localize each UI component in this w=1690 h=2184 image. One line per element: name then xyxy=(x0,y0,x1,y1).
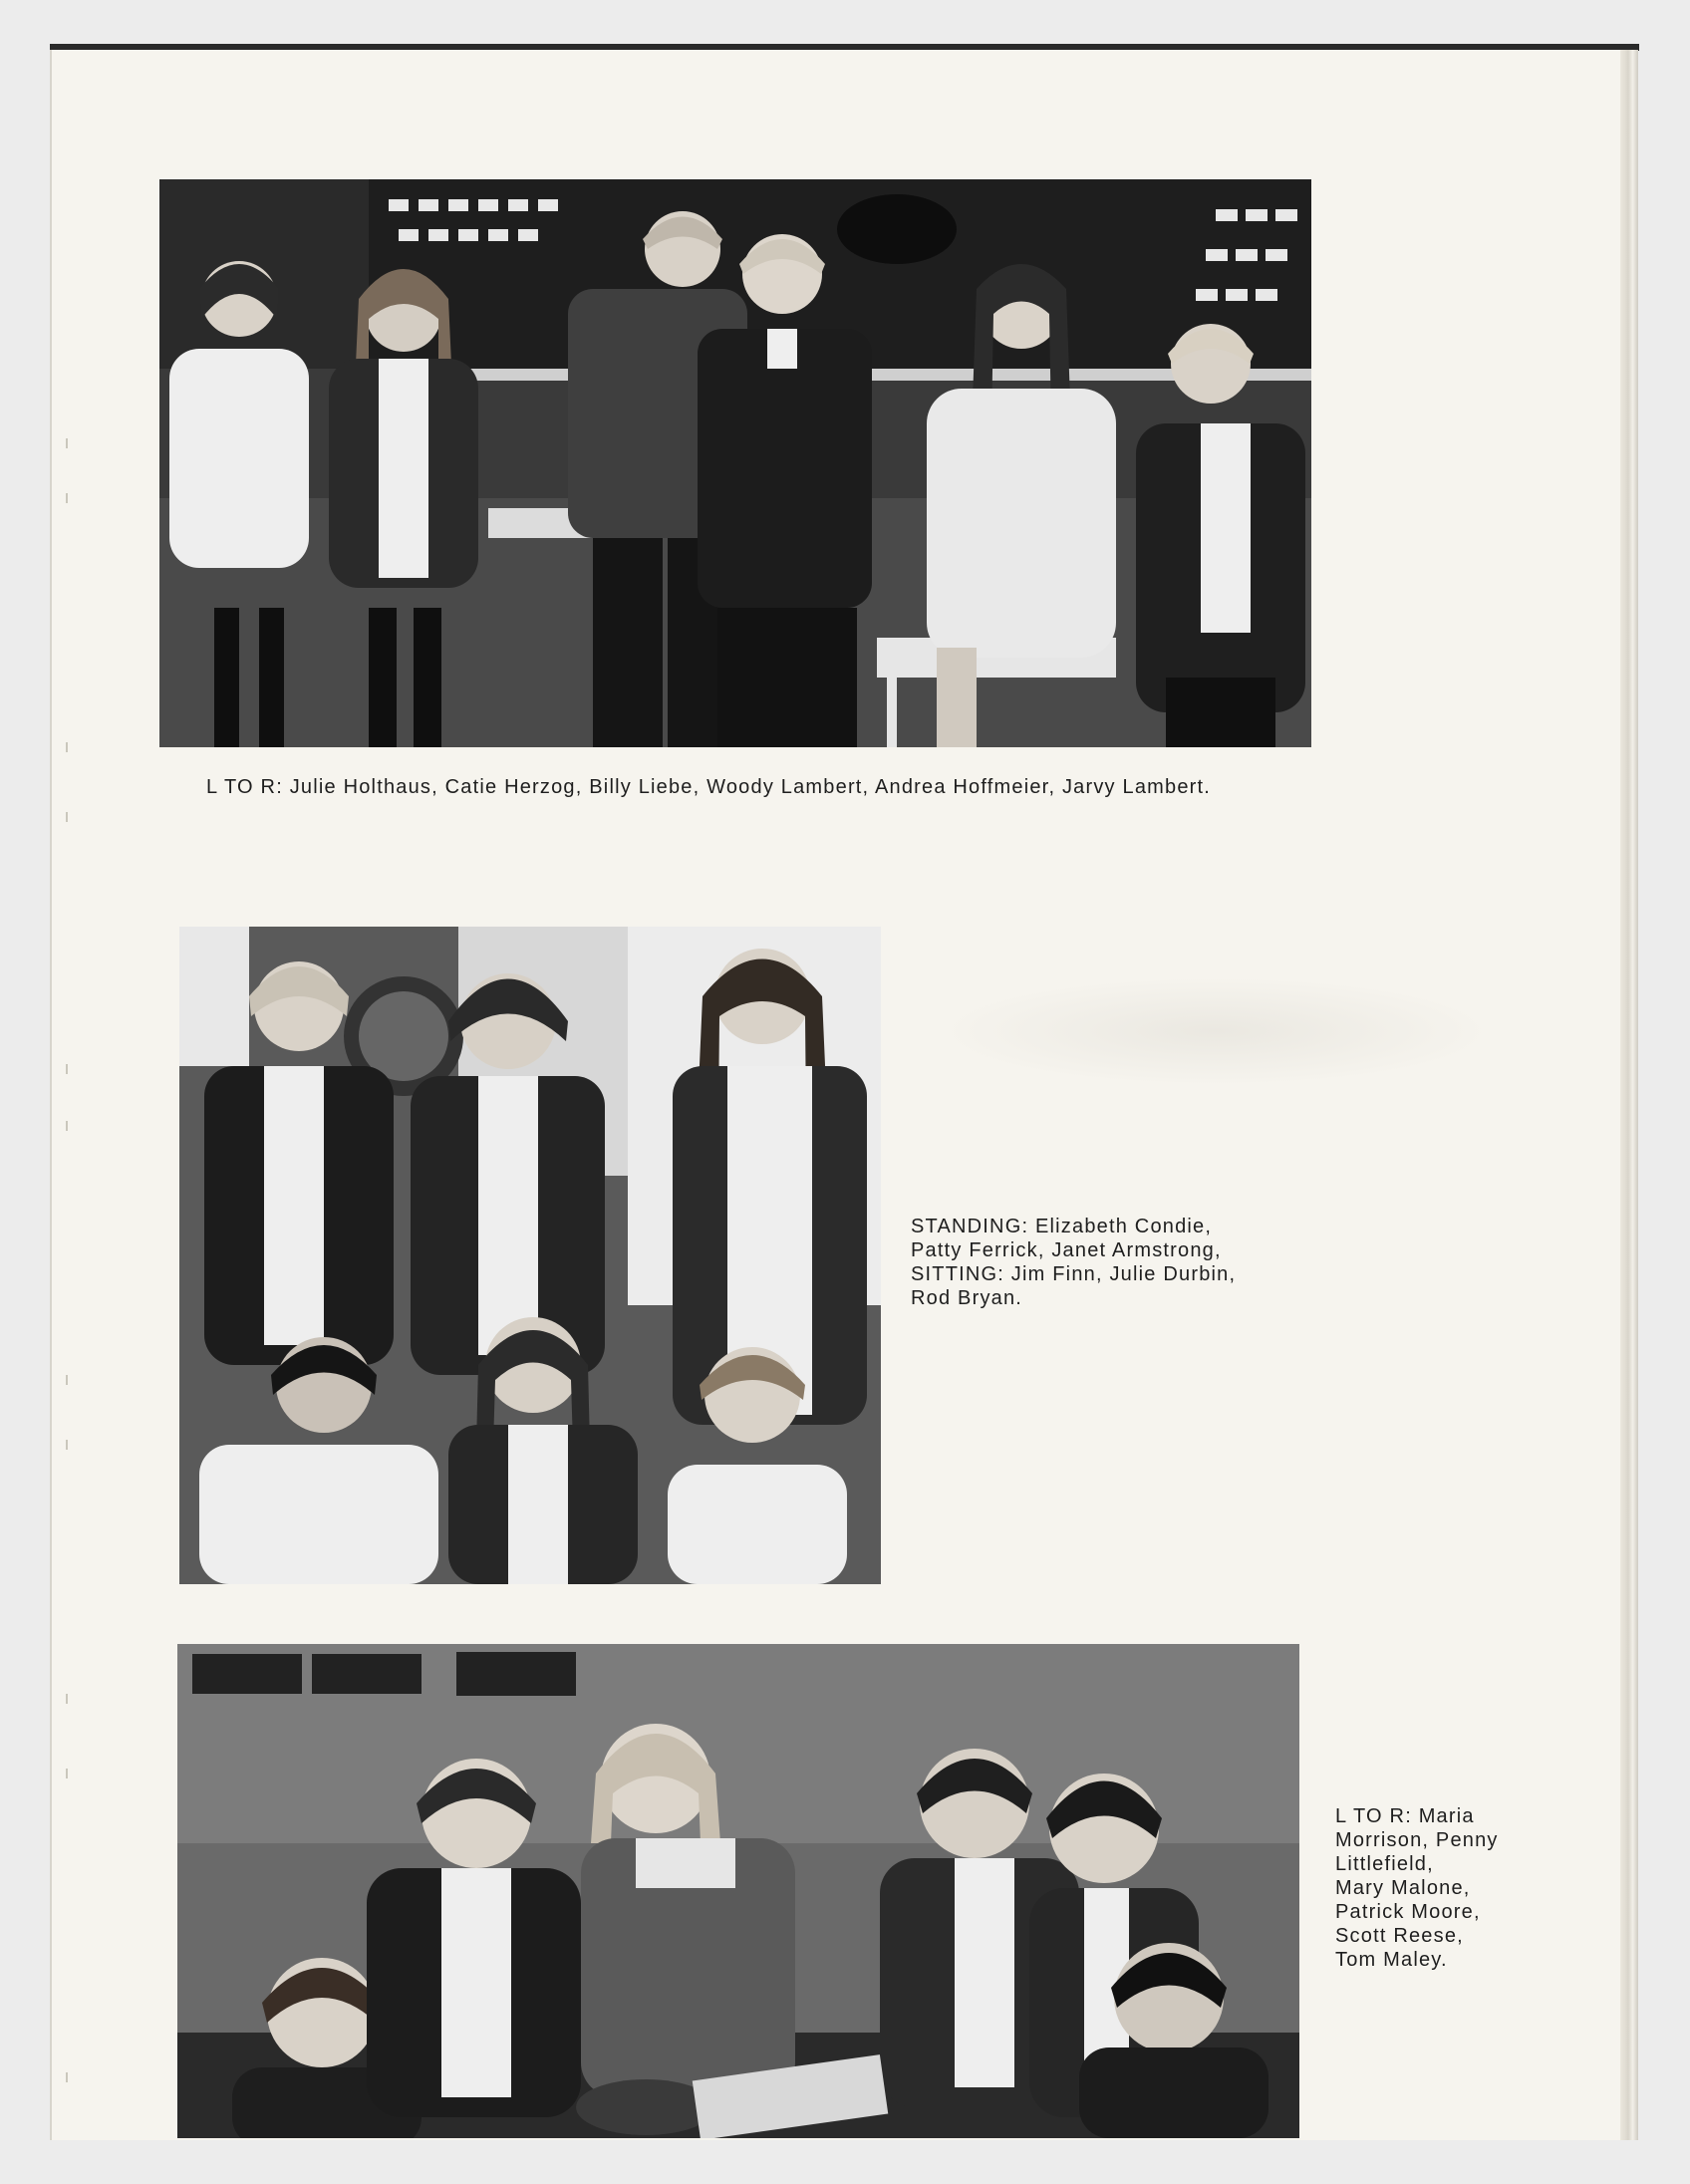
margin-mark xyxy=(66,438,74,448)
photo-3-caption-line: Tom Maley. xyxy=(1335,1949,1448,1971)
photo-3-caption-line: Littlefield, xyxy=(1335,1853,1434,1875)
photo-2-caption-line: Patty Ferrick, Janet Armstrong, xyxy=(911,1239,1222,1261)
margin-mark xyxy=(66,2072,74,2082)
margin-mark xyxy=(66,1694,74,1704)
margin-mark xyxy=(66,812,74,822)
photo-3-caption-line: Mary Malone, xyxy=(1335,1877,1471,1899)
photo-2-caption-line: STANDING: Elizabeth Condie, xyxy=(911,1216,1213,1237)
class-photo-2 xyxy=(179,927,881,1584)
photo-3-caption xyxy=(1335,1804,1535,1972)
margin-mark xyxy=(66,1064,74,1074)
photo-2-caption-line: Rod Bryan. xyxy=(911,1287,1023,1309)
class-photo-1 xyxy=(159,179,1311,747)
margin-mark xyxy=(66,1121,74,1131)
class-photo-3 xyxy=(177,1644,1299,2138)
margin-mark xyxy=(66,1375,74,1385)
photo-3-caption-line: Scott Reese, xyxy=(1335,1925,1464,1947)
photo-3-caption-line: L TO R: Maria xyxy=(1335,1805,1475,1827)
page-binding-edge xyxy=(1620,50,1638,2140)
scan-smudge xyxy=(937,976,1495,1086)
photo-1-caption: L TO R: Julie Holthaus, Catie Herzog, Billy Liebe, Woody Lambert, Andrea Hoffmeier, Jarvy Lambert. xyxy=(206,776,1212,798)
photo-3-caption-line: Patrick Moore, xyxy=(1335,1901,1481,1923)
margin-mark xyxy=(66,1769,74,1778)
photo-3-caption-line: Morrison, Penny xyxy=(1335,1829,1499,1851)
margin-mark xyxy=(66,493,74,503)
margin-mark xyxy=(66,1440,74,1450)
photo-2-caption xyxy=(911,1215,1319,1310)
margin-mark xyxy=(66,742,74,752)
photo-2-caption-line: SITTING: Jim Finn, Julie Durbin, xyxy=(911,1263,1237,1285)
